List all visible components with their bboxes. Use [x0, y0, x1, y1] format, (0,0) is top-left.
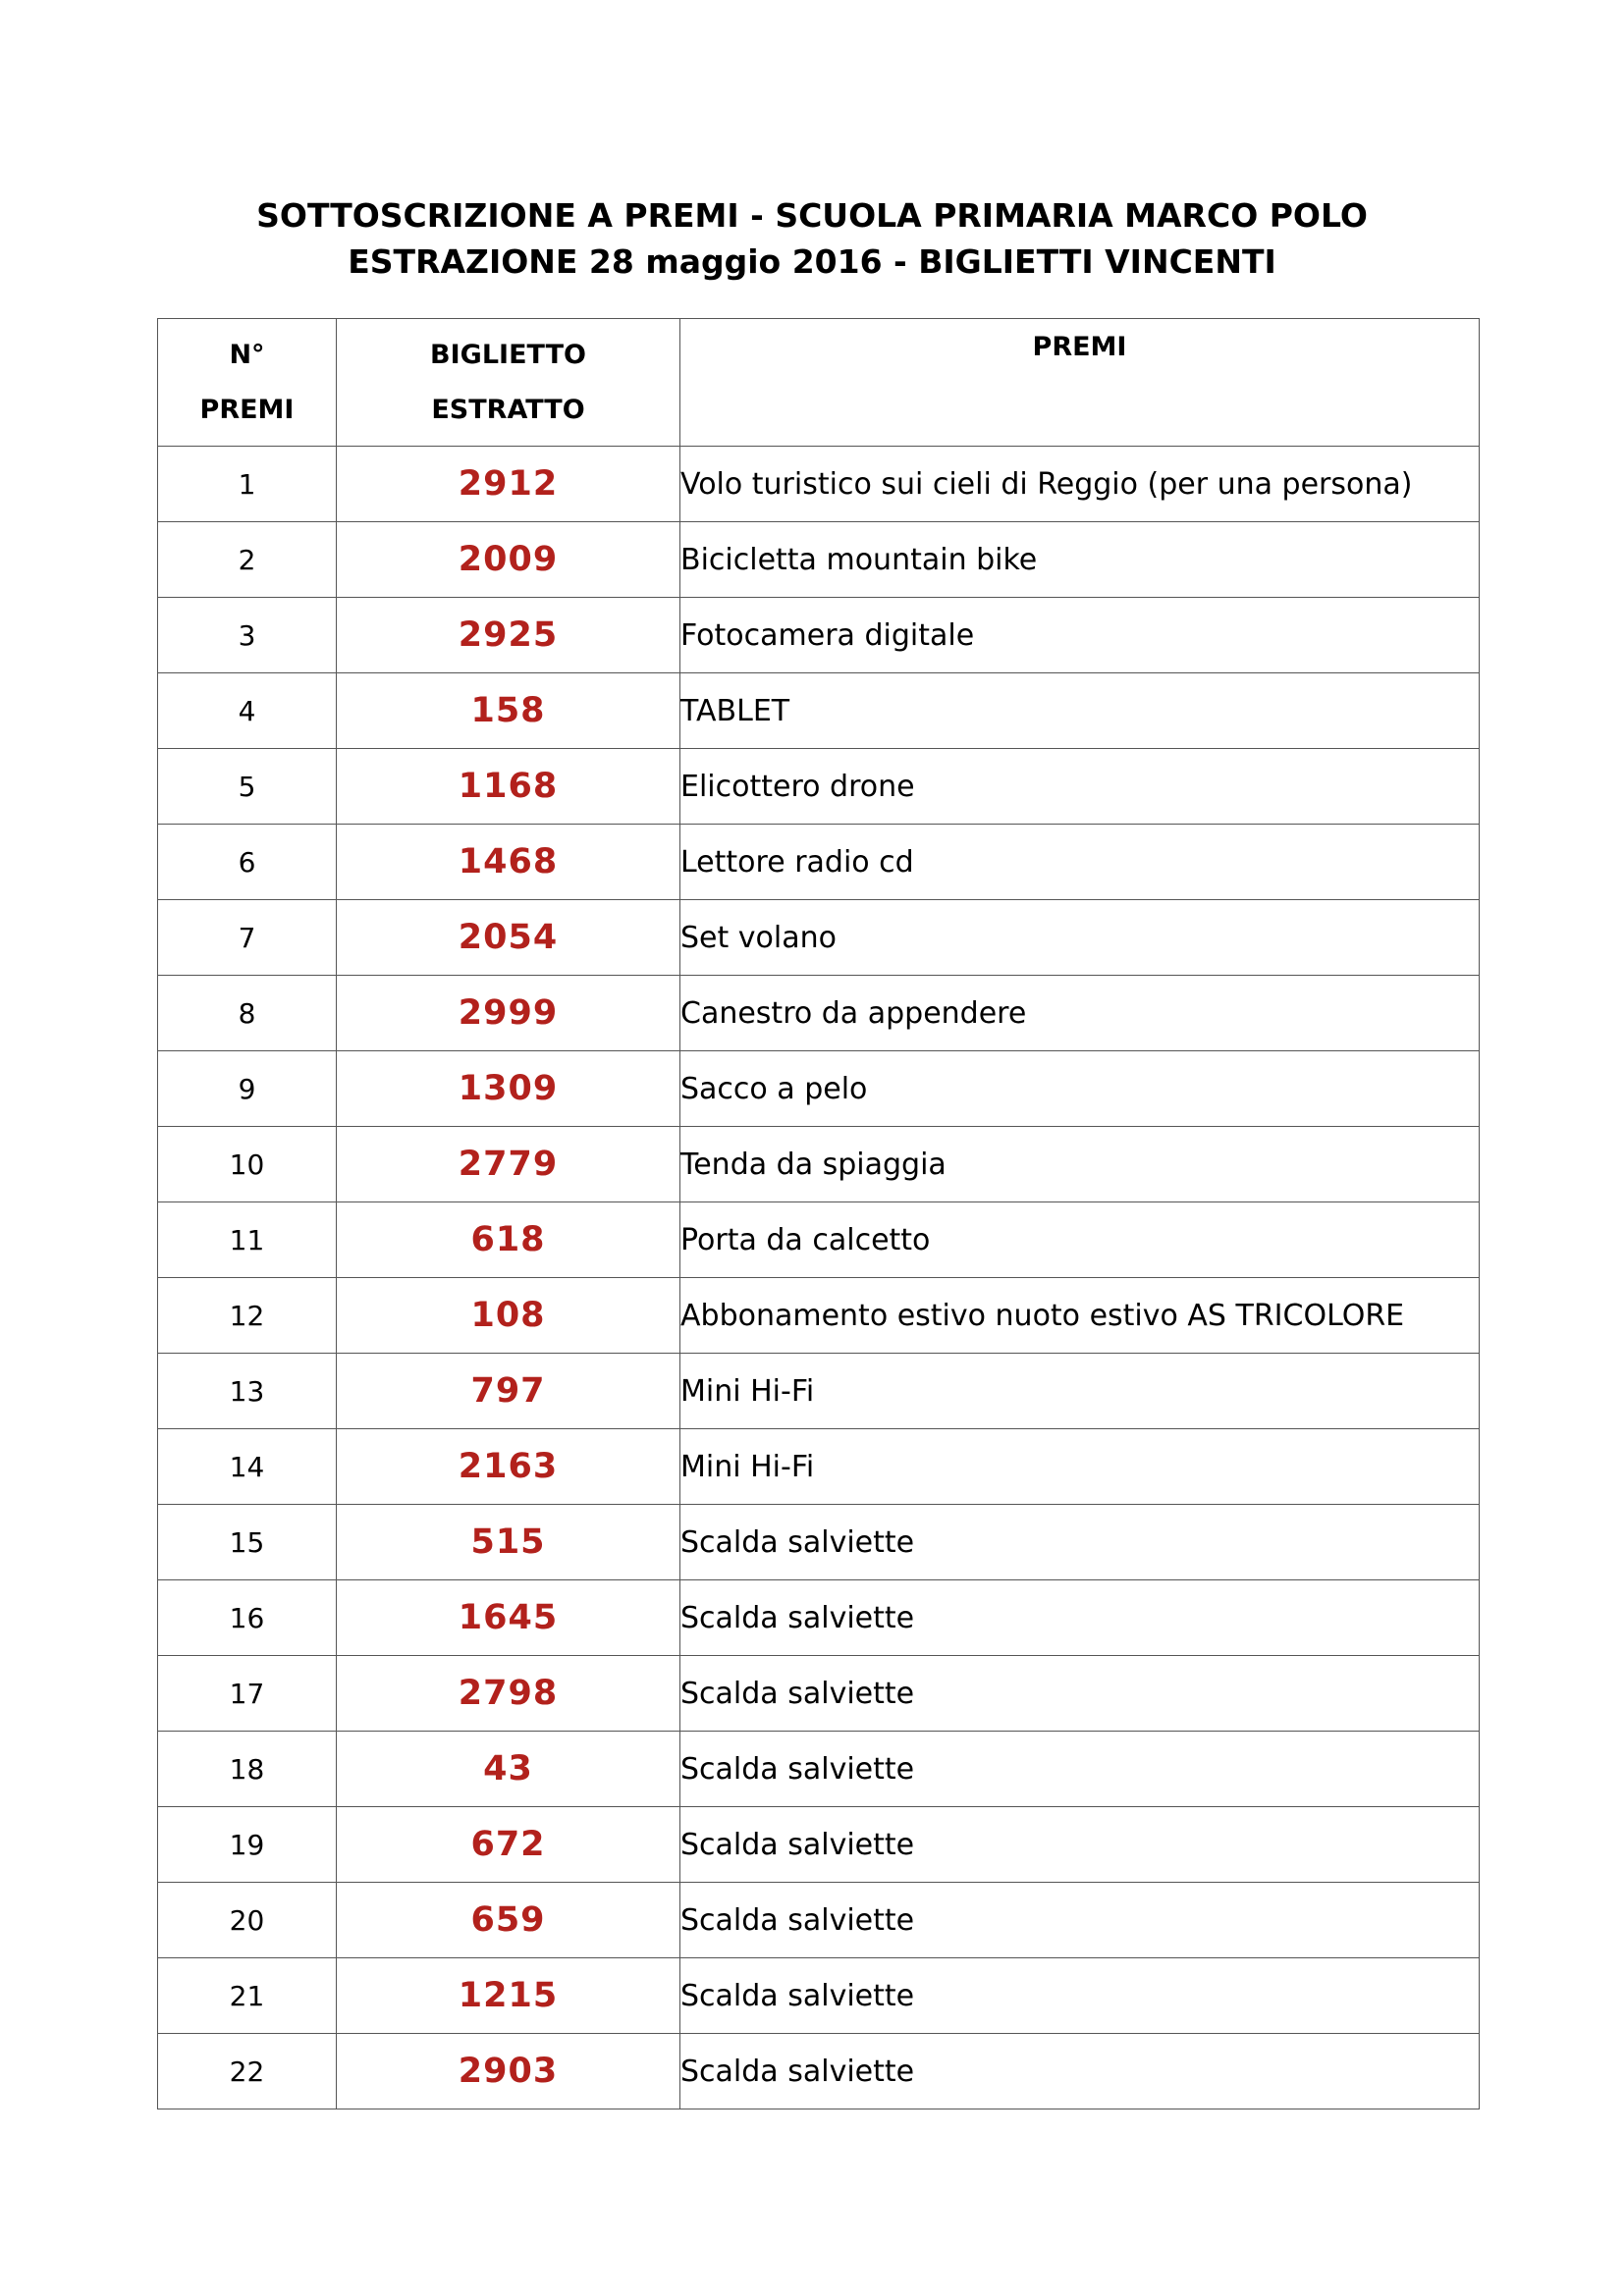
prize-description-cell: Fotocamera digitale: [680, 598, 1480, 673]
prize-number-cell: 5: [158, 749, 337, 825]
table-row: [158, 1127, 1480, 1202]
table-row: [158, 1354, 1480, 1429]
prize-description-cell: Scalda salviette: [680, 1580, 1480, 1656]
header-prize-number-line2: PREMI: [199, 394, 295, 425]
header-ticket-line2: ESTRATTO: [431, 394, 585, 425]
winning-ticket-cell: 2912: [337, 447, 680, 522]
winning-ticket-cell: 2009: [337, 522, 680, 598]
table-row: [158, 1429, 1480, 1505]
prize-description-cell: Lettore radio cd: [680, 825, 1480, 900]
prize-table: [157, 318, 1480, 2109]
winning-ticket-cell: 2798: [337, 1656, 680, 1732]
prize-description-cell: Tenda da spiaggia: [680, 1127, 1480, 1202]
winning-ticket-cell: 43: [337, 1732, 680, 1807]
table-row: [158, 447, 1480, 522]
prize-number-cell: 20: [158, 1883, 337, 1958]
winning-ticket-cell: 618: [337, 1202, 680, 1278]
prize-number-cell: 16: [158, 1580, 337, 1656]
prize-number-cell: 14: [158, 1429, 337, 1505]
prize-description-cell: Sacco a pelo: [680, 1051, 1480, 1127]
winning-ticket-cell: 2163: [337, 1429, 680, 1505]
table-row: [158, 522, 1480, 598]
table-row: [158, 1807, 1480, 1883]
document-title-line1: SOTTOSCRIZIONE A PREMI - SCUOLA PRIMARIA MARCO POLO: [256, 196, 1368, 235]
prize-description-cell: Scalda salviette: [680, 1807, 1480, 1883]
prize-description-cell: Scalda salviette: [680, 1958, 1480, 2034]
prize-description-cell: Set volano: [680, 900, 1480, 976]
winning-ticket-cell: 515: [337, 1505, 680, 1580]
prize-number-cell: 13: [158, 1354, 337, 1429]
header-prize: [680, 319, 1480, 447]
prize-description-cell: Scalda salviette: [680, 1505, 1480, 1580]
prize-number-cell: 10: [158, 1127, 337, 1202]
prize-number-cell: 19: [158, 1807, 337, 1883]
table-row: [158, 598, 1480, 673]
prize-number-cell: 4: [158, 673, 337, 749]
winning-ticket-cell: 158: [337, 673, 680, 749]
prize-number-cell: 8: [158, 976, 337, 1051]
prize-number-cell: 18: [158, 1732, 337, 1807]
prize-table-body: [158, 447, 1480, 2109]
prize-number-cell: 6: [158, 825, 337, 900]
prize-number-cell: 7: [158, 900, 337, 976]
winning-ticket-cell: 2779: [337, 1127, 680, 1202]
table-row: [158, 2034, 1480, 2109]
prize-description-cell: Porta da calcetto: [680, 1202, 1480, 1278]
prize-description-cell: Scalda salviette: [680, 1656, 1480, 1732]
winning-ticket-cell: 659: [337, 1883, 680, 1958]
prize-description-cell: Canestro da appendere: [680, 976, 1480, 1051]
table-row: [158, 1051, 1480, 1127]
table-row: [158, 749, 1480, 825]
header-ticket: [337, 319, 680, 447]
table-row: [158, 900, 1480, 976]
table-row: [158, 1958, 1480, 2034]
table-row: [158, 673, 1480, 749]
table-row: [158, 1580, 1480, 1656]
winning-ticket-cell: 2903: [337, 2034, 680, 2109]
prize-number-cell: 17: [158, 1656, 337, 1732]
winning-ticket-cell: 2999: [337, 976, 680, 1051]
prize-number-cell: 15: [158, 1505, 337, 1580]
table-row: [158, 1278, 1480, 1354]
winning-ticket-cell: 1168: [337, 749, 680, 825]
table-row: [158, 976, 1480, 1051]
prize-number-cell: 11: [158, 1202, 337, 1278]
prize-description-cell: Scalda salviette: [680, 1732, 1480, 1807]
table-row: [158, 1883, 1480, 1958]
prize-number-cell: 21: [158, 1958, 337, 2034]
header-prize-label: PREMI: [1032, 332, 1127, 362]
prize-description-cell: Scalda salviette: [680, 1883, 1480, 1958]
prize-description-cell: Mini Hi-Fi: [680, 1354, 1480, 1429]
prize-description-cell: Scalda salviette: [680, 2034, 1480, 2109]
table-row: [158, 1202, 1480, 1278]
winning-ticket-cell: 108: [337, 1278, 680, 1354]
prize-number-cell: 1: [158, 447, 337, 522]
prize-description-cell: Mini Hi-Fi: [680, 1429, 1480, 1505]
prize-description-cell: TABLET: [680, 673, 1480, 749]
prize-number-cell: 12: [158, 1278, 337, 1354]
prize-description-cell: Elicottero drone: [680, 749, 1480, 825]
prize-number-cell: 22: [158, 2034, 337, 2109]
winning-ticket-cell: 672: [337, 1807, 680, 1883]
winning-ticket-cell: 2925: [337, 598, 680, 673]
table-row: [158, 1656, 1480, 1732]
header-prize-number: [158, 319, 337, 447]
winning-ticket-cell: 1309: [337, 1051, 680, 1127]
prize-description-cell: Abbonamento estivo nuoto estivo AS TRICOLORE: [680, 1278, 1480, 1354]
table-row: [158, 1732, 1480, 1807]
header-prize-number-line1: N°: [229, 339, 265, 370]
prize-description-cell: Bicicletta mountain bike: [680, 522, 1480, 598]
winning-ticket-cell: 797: [337, 1354, 680, 1429]
header-ticket-line1: BIGLIETTO: [430, 339, 586, 370]
document-title-line2: ESTRAZIONE 28 maggio 2016 - BIGLIETTI VINCENTI: [348, 242, 1276, 281]
prize-number-cell: 9: [158, 1051, 337, 1127]
winning-ticket-cell: 1468: [337, 825, 680, 900]
winning-ticket-cell: 1645: [337, 1580, 680, 1656]
table-row: [158, 1505, 1480, 1580]
prize-description-cell: Volo turistico sui cieli di Reggio (per una persona): [680, 447, 1480, 522]
prize-number-cell: 2: [158, 522, 337, 598]
prize-number-cell: 3: [158, 598, 337, 673]
winning-ticket-cell: 1215: [337, 1958, 680, 2034]
table-header-row: [158, 319, 1480, 447]
winning-ticket-cell: 2054: [337, 900, 680, 976]
table-row: [158, 825, 1480, 900]
